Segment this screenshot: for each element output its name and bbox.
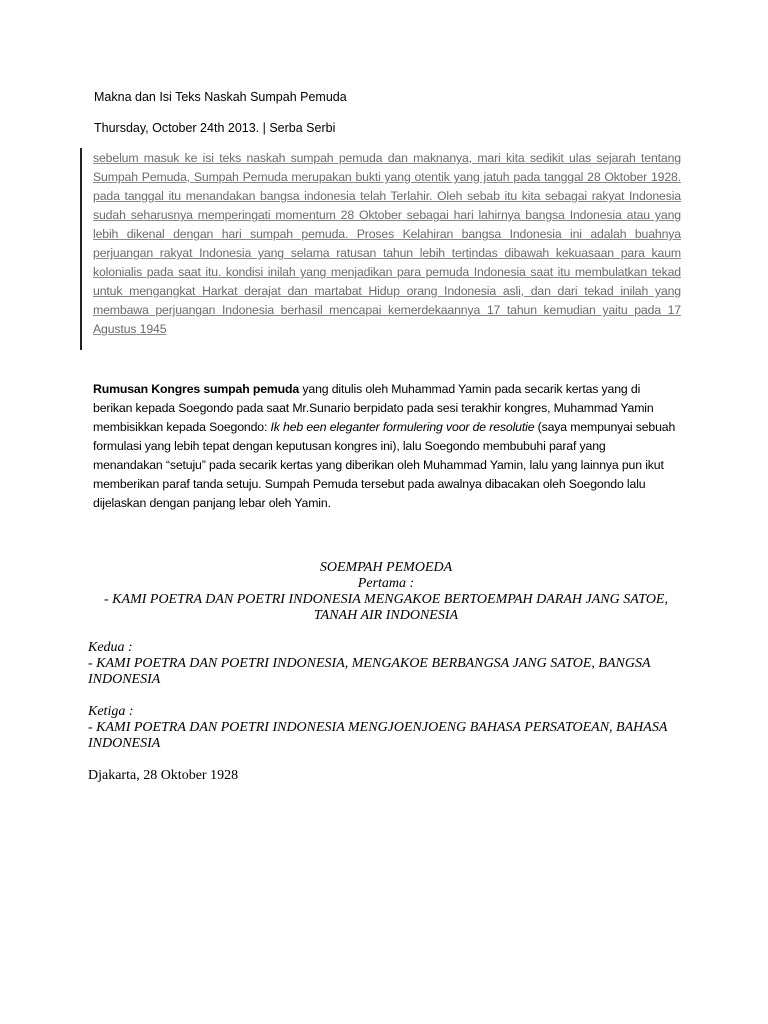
paragraph-dutch-quote: Ik heb een eleganter formulering voor de resolutie xyxy=(270,420,535,434)
paragraph-bold-lead: Rumusan Kongres sumpah pemuda xyxy=(93,382,300,396)
oath-first-label: Pertama : xyxy=(357,576,415,591)
oath-block xyxy=(88,560,684,784)
paragraph-text-1: yang ditulis oleh Muhammad Yamin pada secarik kertas yang di berikan kepada Soegondo pada saat Mr.Sunario berpidato pada sesi terakhir kongres, Muhammad Yamin membisikkan kepada Soegondo: xyxy=(93,382,654,434)
intro-quote: sebelum masuk ke isi teks naskah sumpah pemuda dan maknanya, mari kita sedikit ulas sejarah tentang Sumpah Pemuda, Sumpah Pemuda merupakan bukti yang otentik yang jatuh pada tanggal 28 Oktober 1928. pada tanggal itu menandakan bangsa indonesia telah Terlahir. Oleh sebab itu kita sebagai rakyat Indonesia sudah seharusnya memperingati momentum 28 Oktober sebagai hari lahirnya bangsa Indonesia atau yang lebih dikenal dengan hari sumpah pemuda. Proses Kelahiran bangsa Indonesia ini adalah buahnya perjuangan rakyat Indonesia yang selama ratusan tahun lebih tertindas dibawah kekuasaan para kaum kolonialis pada saat itu. kondisi inilah yang menjadikan para pemuda Indonesia saat itu membulatkan tekad untuk mengangkat Harkat derajat dan martabat Hidup orang Indonesia asli, dan dari tekad inilah yang membawa perjuangan Indonesia berhasil mencapai kemerdekaannya 17 tahun kemudian yaitu pada 17 Agustus 1945 xyxy=(93,151,681,336)
oath-second-text: - KAMI POETRA DAN POETRI INDONESIA, MENGAKOE BERBANGSA JANG SATOE, BANGSA INDONESIA xyxy=(88,656,651,687)
quote-bar xyxy=(80,148,82,350)
oath-first-text: - KAMI POETRA DAN POETRI INDONESIA MENGAKOE BERTOEMPAH DARAH JANG SATOE, TANAH AIR INDONESIA xyxy=(104,592,668,623)
oath-third-label: Ketiga : xyxy=(88,704,134,719)
oath-second-label: Kedua : xyxy=(88,640,133,655)
page-title: Makna dan Isi Teks Naskah Sumpah Pemuda xyxy=(94,90,347,104)
paragraph-text-2: (saya mempunyai sebuah formulasi yang lebih tepat dengan keputusan kongres ini), lalu Soegondo membubuhi paraf yang menandakan “setuju” pada secarik kertas yang diberikan oleh Muhammad Yamin, lalu yang lainnya pun ikut memberikan paraf tanda setuju. Sumpah Pemuda tersebut pada awalnya dibacakan oleh Soegondo lalu dijelaskan dengan panjang lebar oleh Yamin. xyxy=(93,420,676,510)
oath-place-date: Djakarta, 28 Oktober 1928 xyxy=(88,768,239,783)
oath-title: SOEMPAH PEMOEDA xyxy=(319,560,453,575)
post-meta: Thursday, October 24th 2013. | Serba Serbi xyxy=(94,121,336,135)
congress-paragraph xyxy=(93,380,678,513)
oath-third-text: - KAMI POETRA DAN POETRI INDONESIA MENGJOENJOENG BAHASA PERSATOEAN, BAHASA INDONESIA xyxy=(88,720,668,751)
